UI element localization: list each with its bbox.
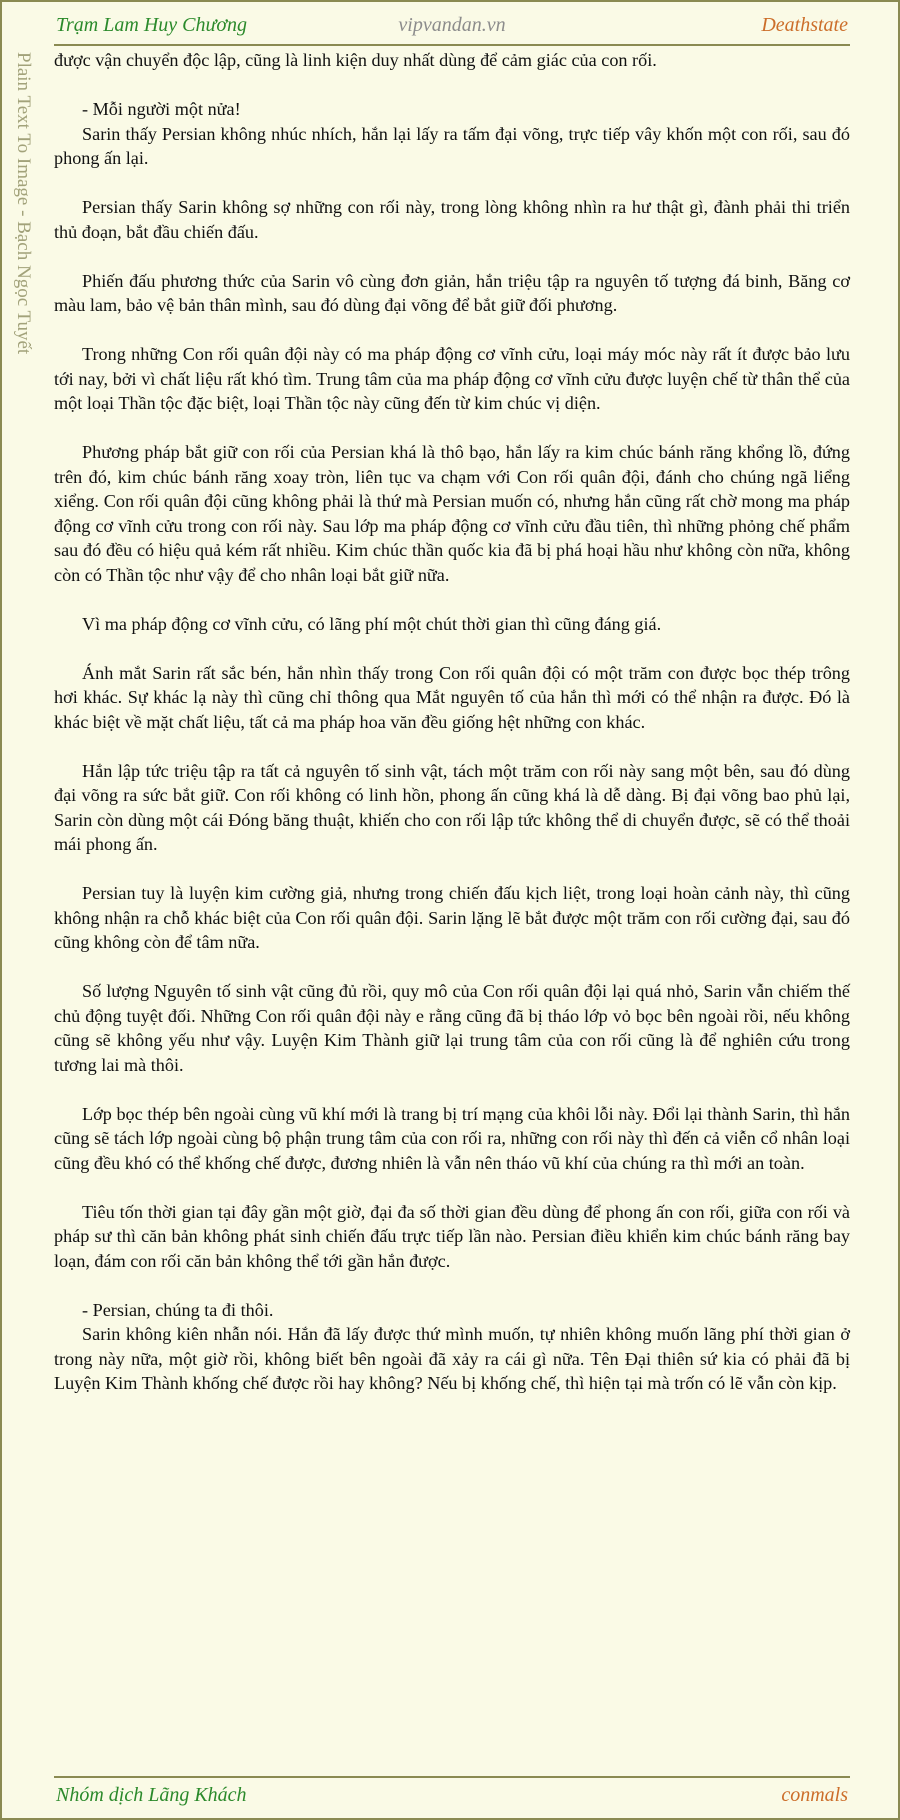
- page-footer: [54, 1776, 850, 1812]
- paragraph: Persian thấy Sarin không sợ những con rối này, trong lòng không nhìn ra hư thật gì, đành phải thi triển thủ đoạn, bắt đầu chiến đấu.: [54, 197, 850, 242]
- paragraph: - Mỗi người một nửa!: [82, 99, 241, 119]
- paragraph: Tiêu tốn thời gian tại đây gần một giờ, đại đa số thời gian đều dùng để phong ấn con rối, giữa con rối và pháp sư thì căn bản không phát sinh chiến đấu trực tiếp lần nào. Persian điều khiển kim chúc bánh răng bay loạn, đám con rối căn bản không thể tới gần hắn được.: [54, 1201, 850, 1271]
- story-text: [54, 48, 850, 1396]
- paragraph: Vì ma pháp động cơ vĩnh cửu, có lãng phí một chút thời gian thì cũng đáng giá.: [82, 613, 662, 634]
- footer-translator-group: Nhóm dịch Lãng Khách: [56, 1784, 247, 1806]
- paragraph: Sarin thấy Persian không nhúc nhích, hắn lại lấy ra tấm đại võng, trực tiếp vây khốn một con rối, sau đó phong ấn lại.: [54, 123, 850, 168]
- paragraph: Ánh mắt Sarin rất sắc bén, hắn nhìn thấy trong Con rối quân đội có một trăm con được bọc thép trông hơi khác. Sự khác lạ này thì cũng chỉ thông qua Mắt nguyên tố của hắn thì mới có thể nhận ra được. Đó là khác biệt về mặt chất liệu, tất cả ma pháp hoa văn đều giống hệt những con khác.: [54, 662, 850, 732]
- paragraph: Phương pháp bắt giữ con rối của Persian khá là thô bạo, hắn lấy ra kim chúc bánh răng khổng lồ, đứng trên đó, kim chúc bánh răng xoay tròn, liên tục va chạm với Con rối quân đội, đánh cho chúng ngã liểng xiểng. Con rối quân đội cũng không phải là thứ mà Persian muốn có, nhưng hắn cũng rất chờ mong ma pháp động cơ vĩnh cửu trong con rối này. Sau lớp ma pháp động cơ vĩnh cửu đầu tiên, thì những phỏng chế phẩm sau đó đều có hiệu quả kém rất nhiều. Kim chúc thần quốc kia đã bị phá hoại hầu như không còn nữa, không còn có Thần tộc như vậy để cho nhân loại bắt giữ nữa.: [54, 442, 850, 585]
- paragraph: Phiến đấu phương thức của Sarin vô cùng đơn giản, hắn triệu tập ra nguyên tố tượng đá binh, Băng cơ màu lam, bảo vệ bản thân mình, sau đó dùng đại võng để bắt giữ đối phương.: [54, 270, 850, 315]
- header-author: Deathstate: [761, 14, 848, 36]
- footer-editor: conmals: [781, 1784, 848, 1806]
- paragraph: Hắn lập tức triệu tập ra tất cả nguyên tố sinh vật, tách một trăm con rối này sang một bên, sau đó dùng đại võng ra sức bắt giữ. Con rối không có linh hồn, phong ấn cũng khá là dễ dàng. Bị đại võng bao phủ lại, Sarin còn dùng một cái Đóng băng thuật, khiến cho con rối lập tức không thể di chuyển được, sẽ có thể thoải mái phong ấn.: [54, 760, 850, 854]
- header-site-title: Trạm Lam Huy Chương: [56, 14, 248, 36]
- paragraph: được vận chuyển độc lập, cũng là linh kiện duy nhất dùng để cảm giác của con rối.: [54, 50, 657, 70]
- sidebar-watermark: [12, 52, 42, 412]
- paragraph: Trong những Con rối quân đội này có ma pháp động cơ vĩnh cửu, loại máy móc này rất ít được bảo lưu tới nay, bởi vì chất liệu rất khó tìm. Trung tâm của ma pháp động cơ vĩnh cửu được luyện chế từ thân thể của một loại Thần tộc đặc biệt, loại Thần tộc này cũng đến từ kim chúc vị diện.: [54, 344, 850, 413]
- paragraph: - Persian, chúng ta đi thôi.: [82, 1299, 274, 1320]
- paragraph: Persian tuy là luyện kim cường giả, nhưng trong chiến đấu kịch liệt, trong loại hoàn cảnh này, thì cũng không nhận ra chỗ khác biệt của Con rối quân đội. Sarin lặng lẽ bắt được một trăm con rối cường đại, sau đó cũng không còn để tâm nữa.: [54, 883, 850, 952]
- paragraph: Số lượng Nguyên tố sinh vật cũng đủ rồi, quy mô của Con rối quân đội lại quá nhỏ, Sarin vẫn chiếm thế chủ động tuyệt đối. Những Con rối quân đội này e rằng cũng đã bị tháo lớp vỏ bọc bên ngoài rồi, nếu không cũng sẽ không yếu như vậy. Luyện Kim Thành giữ lại trung tâm của con rối cũng là để nghiên cứu trong tương lai mà thôi.: [54, 981, 850, 1075]
- paragraph: Sarin không kiên nhẫn nói. Hắn đã lấy được thứ mình muốn, tự nhiên không muốn lãng phí thời gian ở trong này nữa, một giờ rồi, không biết bên ngoài đã xảy ra cái gì nữa. Tên Đại thiên sứ kia có phải đã bị Luyện Kim Thành khống chế được rồi hay không? Nếu bị khống chế, thì hiện tại mà trốn có lẽ vẫn còn kịp.: [54, 1324, 850, 1393]
- sidebar-watermark-text: Plain Text To Image - Bạch Ngọc Tuyết: [13, 52, 34, 355]
- paragraph: Lớp bọc thép bên ngoài cùng vũ khí mới là trang bị trí mạng của khôi lỗi này. Đổi lại thành Sarin, thì hắn cũng sẽ tách lớp ngoài cùng bộ phận trung tâm của con rối ra, những con rối này thì đến cả viễn cổ nhân loại cũng đều khó có thể khống chế được, đương nhiên là vẫn nên tháo vũ khí của chúng ra thì mới an toàn.: [54, 1103, 850, 1173]
- header-website: vipvandan.vn: [398, 14, 506, 36]
- page-header: [54, 10, 850, 46]
